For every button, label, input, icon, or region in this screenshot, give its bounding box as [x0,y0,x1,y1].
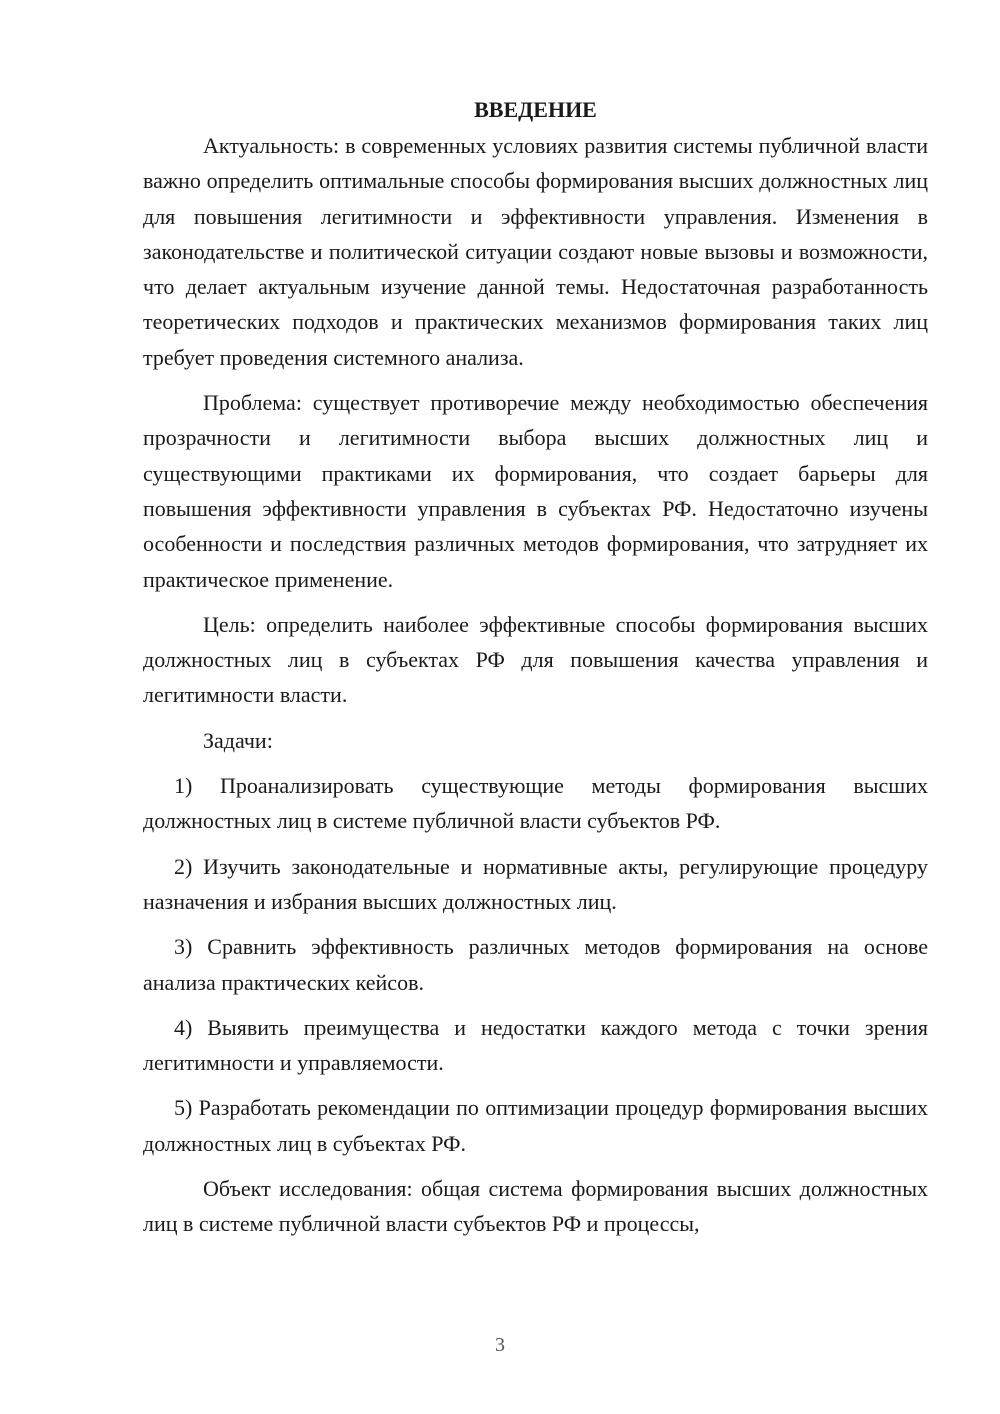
paragraph-goal: Цель: определить наиболее эффективные способы формирования высших должностных лиц в субъектах РФ для повышения качества управления и легитимности власти. [143,611,928,708]
paragraph-relevance: Актуальность: в современных условиях развития системы публичной власти важно определить оптимальные способы формирования высших должностных лиц для повышения легитимности и эффективности управления. Изменения в законодательстве и политической ситуации создают новые вызовы и возможности, что делает актуальным изучение данной темы. Недостаточная разработанность теоретических подходов и практических механизмов формирования таких лиц требует проведения системного анализа. [143,133,928,370]
task-item-3: 3) Сравнить эффективность различных методов формирования на основе анализа практических кейсов. [143,934,928,995]
paragraph-object: Объект исследования: общая система формирования высших должностных лиц в системе публичной власти субъектов РФ и процессы, [143,1176,928,1237]
document-page [143,92,928,1242]
page-number: 3 [495,1334,505,1356]
section-title: ВВЕДЕНИЕ [474,97,597,122]
task-item-1: 1) Проанализировать существующие методы формирования высших должностных лиц в системе публичной власти субъектов РФ. [143,773,928,834]
task-item-5: 5) Разработать рекомендации по оптимизации процедур формирования высших должностных лиц в субъектах РФ. [143,1095,928,1156]
paragraph-problem: Проблема: существует противоречие между необходимостью обеспечения прозрачности и легитимности выбора высших должностных лиц и существующими практиками их формирования, что создает барьеры для повышения эффективности управления в субъектах РФ. Недостаточно изучены особенности и последствия различных методов формирования, что затрудняет их практическое применение. [143,390,928,592]
paragraph-tasks-heading: Задачи: [203,727,273,753]
task-item-2: 2) Изучить законодательные и нормативные акты, регулирующие процедуру назначения и избрания высших должностных лиц. [143,853,928,914]
task-item-4: 4) Выявить преимущества и недостатки каждого метода с точки зрения легитимности и управляемости. [143,1014,928,1076]
